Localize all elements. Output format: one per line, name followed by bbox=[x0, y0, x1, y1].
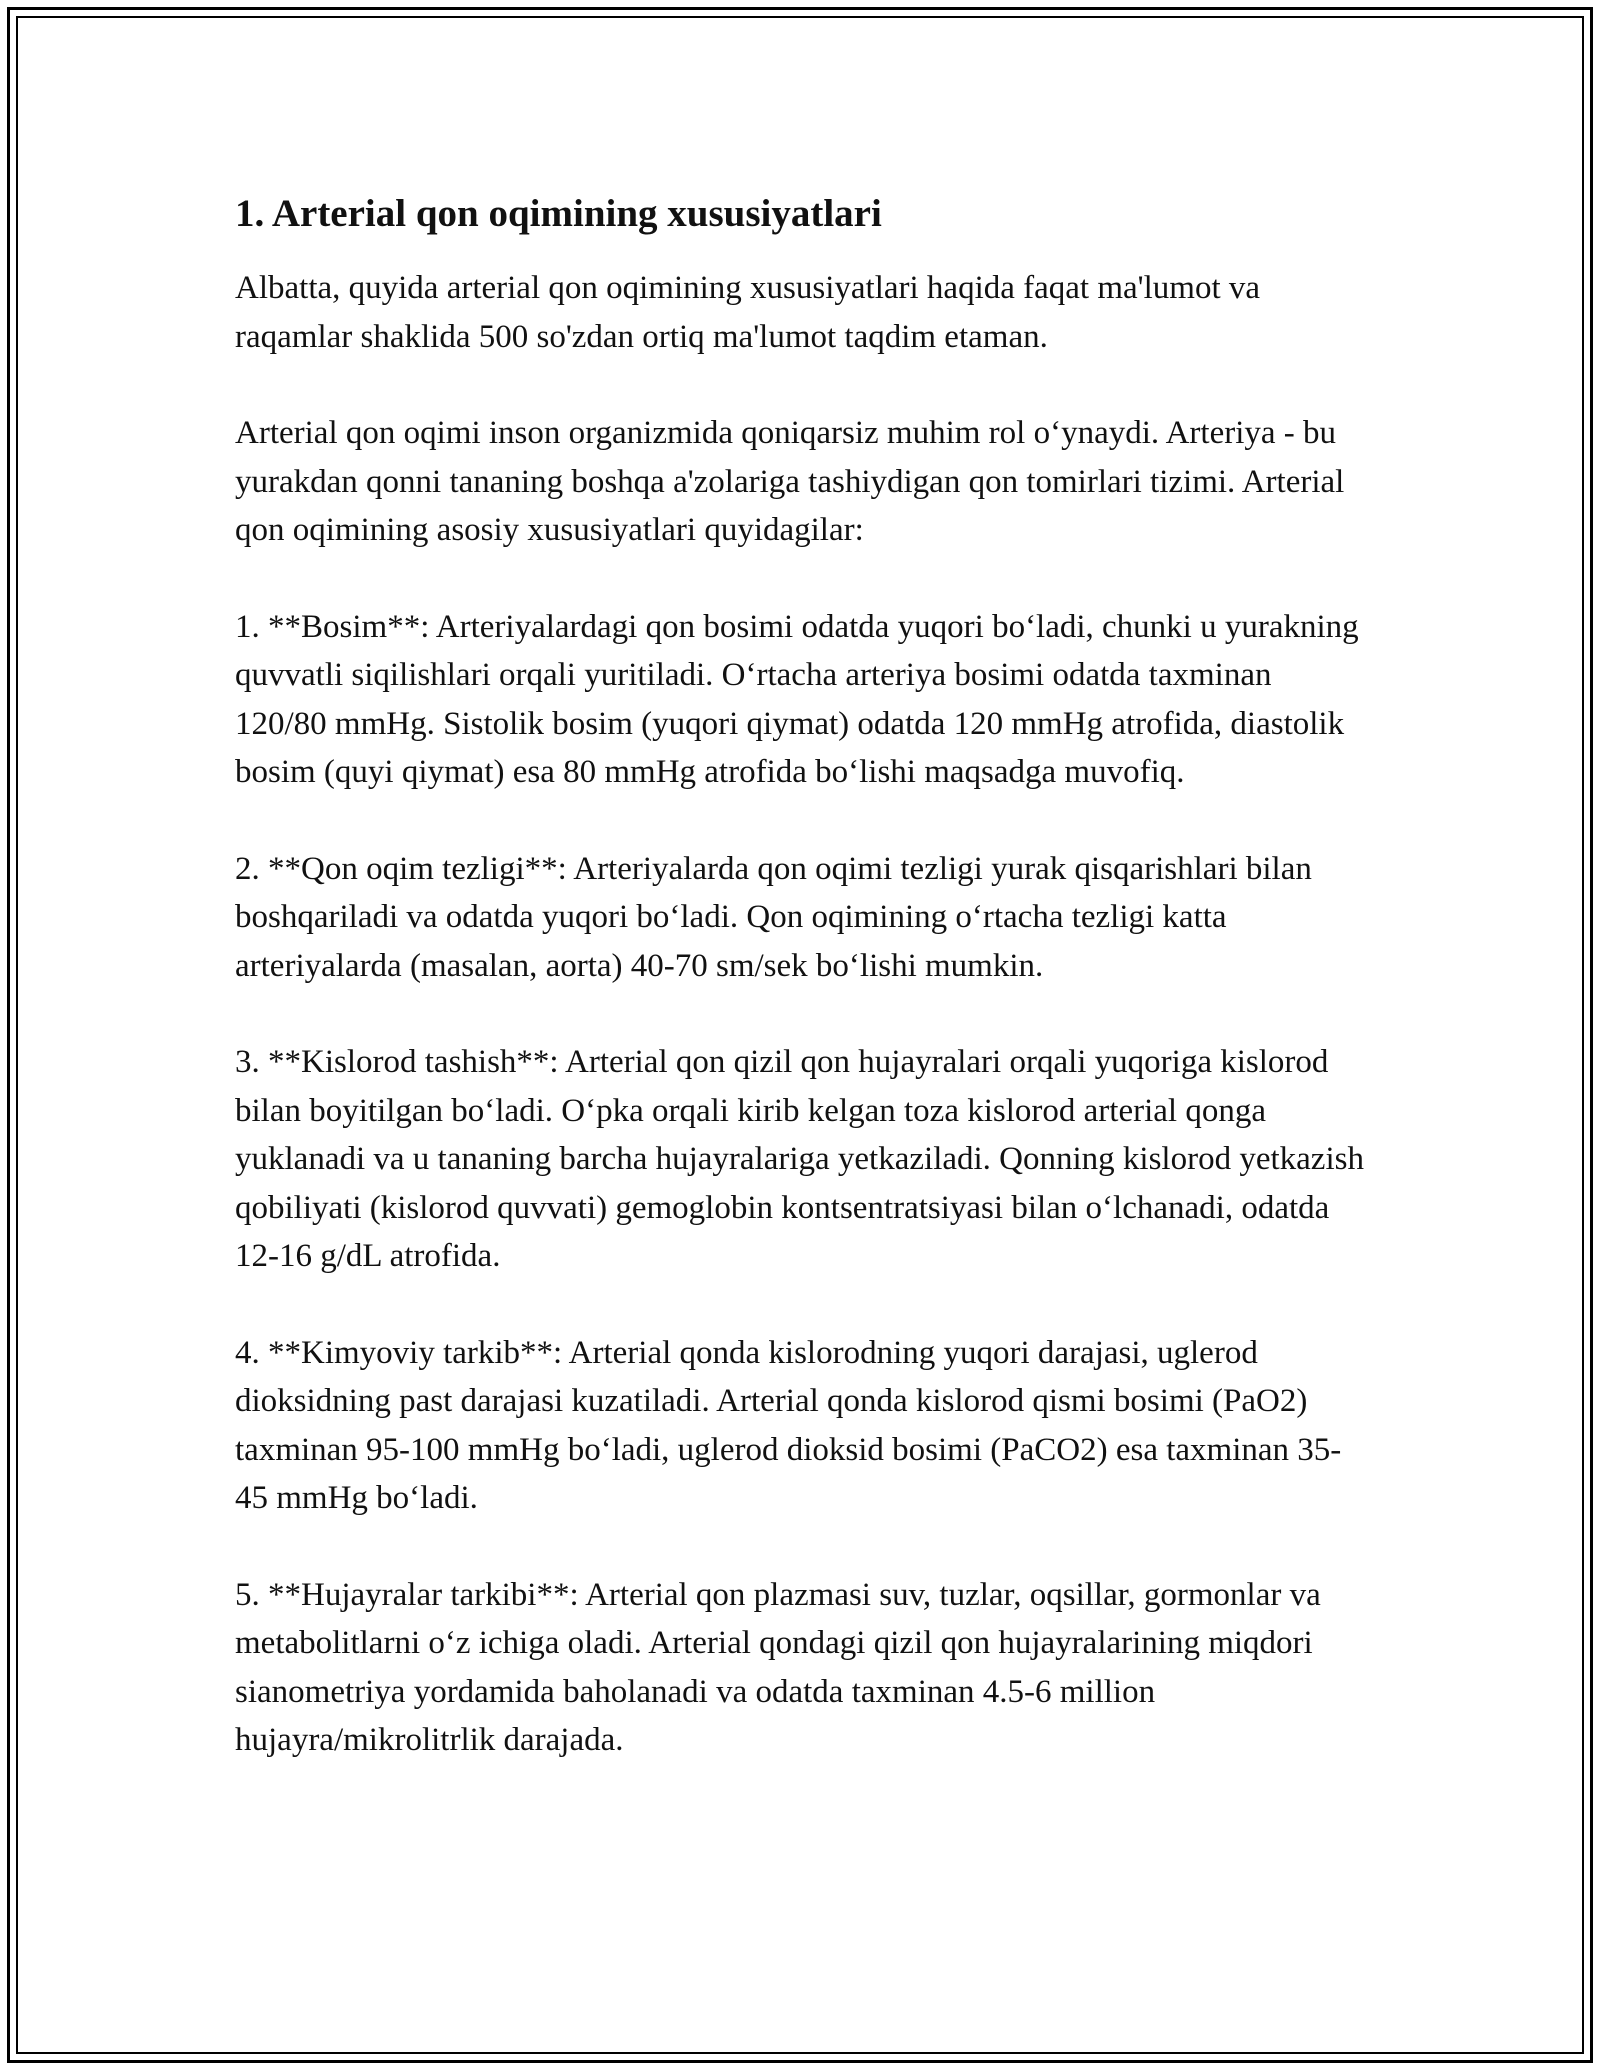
list-item-cell-composition: 5. **Hujayralar tarkibi**: Arterial qon plazmasi suv, tuzlar, oqsillar, gormonlar va metabolitlarni o‘z ichiga oladi. Arterial qondagi qizil qon hujayralarining miqdori sianometriya yordamida baholanadi va odatda taxminan 4.5-6 million hujayra/mikrolitrlik darajada. bbox=[235, 1576, 1321, 1758]
intro-paragraph: Albatta, quyida arterial qon oqimining xususiyatlari haqida faqat ma'lumot va raqamlar shaklida 500 so'zdan ortiq ma'lumot taqdim etaman. bbox=[235, 270, 1261, 355]
overview-paragraph: Arterial qon oqimi inson organizmida qoniqarsiz muhim rol o‘ynaydi. Arteriya - bu yurakdan qonni tananing boshqa a'zolariga tashiydigan qon tomirlari tizimi. Arterial qon oqimining asosiy xususiyatlari quyidagilar: bbox=[235, 415, 1345, 548]
list-item-chemical-composition: 4. **Kimyoviy tarkib**: Arterial qonda kislorodning yuqori darajasi, uglerod dioksidning past darajasi kuzatiladi. Arterial qonda kislorod qismi bosimi (PaO2) taxminan 95-100 mmHg bo‘ladi, uglerod dioksid bosimi (PaCO2) esa taxminan 35-45 mmHg bo‘ladi. bbox=[235, 1334, 1342, 1516]
list-item-oxygen-transport: 3. **Kislorod tashish**: Arterial qon qizil qon hujayralari orqali yuqoriga kislorod bilan boyitilgan bo‘ladi. O‘pka orqali kirib kelgan toza kislorod arterial qonga yuklanadi va u tananing barcha hujayralariga yetkaziladi. Qonning kislorod yetkazish qobiliyati (kislorod quvvati) gemoglobin kontsentratsiyasi bilan o‘lchanadi, odatda 12-16 g/dL atrofida. bbox=[235, 1044, 1364, 1274]
list-item-flow-speed: 2. **Qon oqim tezligi**: Arteriyalarda qon oqimi tezligi yurak qisqarishlari bilan boshqariladi va odatda yuqori bo‘ladi. Qon oqimining o‘rtacha tezligi katta arteriyalarda (masalan, aorta) 40-70 sm/sek bo‘lishi mumkin. bbox=[235, 850, 1312, 984]
document-body bbox=[235, 186, 1365, 1813]
section-heading: 1. Arterial qon oqimining xususiyatlari bbox=[235, 192, 882, 235]
list-item-pressure: 1. **Bosim**: Arteriyalardagi qon bosimi odatda yuqori bo‘ladi, chunki u yurakning quvvatli siqilishlari orqali yuritiladi. O‘rtacha arteriya bosimi odatda taxminan 120/80 mmHg. Sistolik bosim (yuqori qiymat) odatda 120 mmHg atrofida, diastolik bosim (quyi qiymat) esa 80 mmHg atrofida bo‘lishi maqsadga muvofiq. bbox=[235, 608, 1359, 790]
